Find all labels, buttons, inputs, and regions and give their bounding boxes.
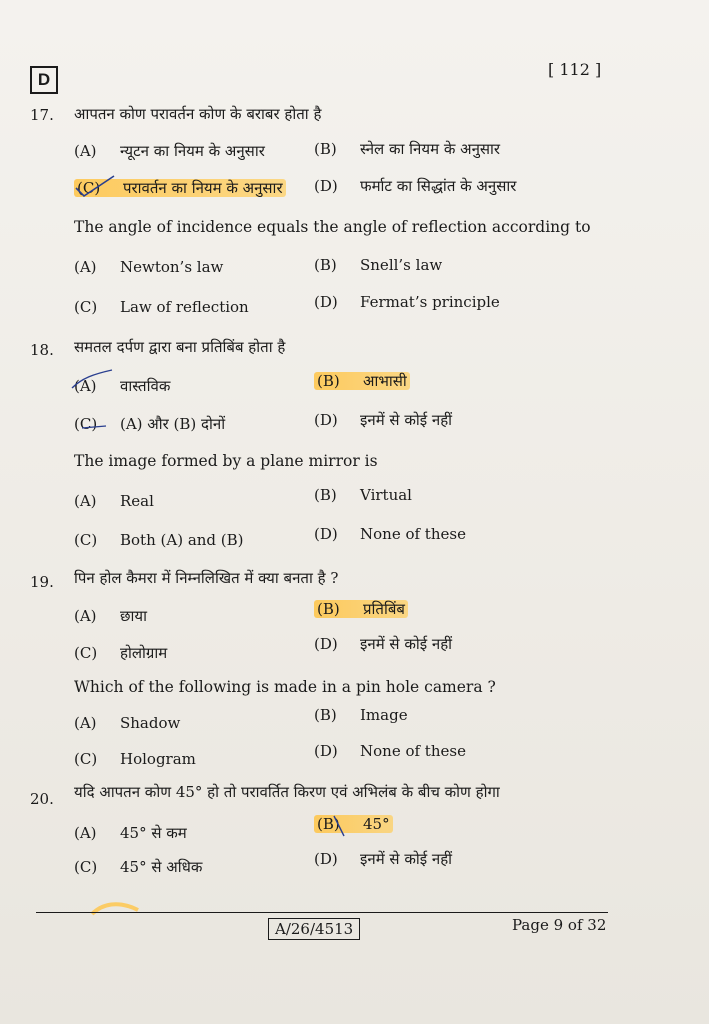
answer-highlight: (B) प्रतिबिंब	[314, 600, 408, 618]
option-hindi-d: (D) इनमें से कोई नहीं	[314, 635, 453, 653]
option-english-d: (D) Fermat’s principle	[314, 293, 500, 311]
option-english-a: (A) Shadow	[74, 714, 181, 732]
question-number: 18.	[30, 341, 54, 359]
option-hindi-c: (C) होलोग्राम	[74, 644, 168, 662]
option-hindi-d: (D) फर्माट का सिद्धांत के अनुसार	[314, 177, 517, 195]
question-hindi: समतल दर्पण द्वारा बना प्रतिबिंब होता है	[74, 338, 286, 356]
option-hindi-b: (B) स्नेल का नियम के अनुसार	[314, 140, 501, 158]
option-english-d: (D) None of these	[314, 525, 466, 543]
pen-tick-icon	[80, 416, 110, 436]
question-hindi: यदि आपतन कोण 45° हो तो परावर्तित किरण एवं अभिलंब के बीच कोण होगा	[74, 783, 500, 801]
option-english-a: (A) Real	[74, 492, 154, 510]
footer-code: A/26/4513	[268, 918, 360, 940]
question-hindi: पिन होल कैमरा में निम्नलिखित में क्या बनता है ?	[74, 569, 339, 587]
question-number: 17.	[30, 106, 54, 124]
page-number: Page 9 of 32	[512, 916, 607, 934]
option-hindi-a: (A) छाया	[74, 607, 147, 625]
answer-highlight: (B) 45°	[314, 815, 393, 833]
question-english: The angle of incidence equals the angle of reflection according to	[74, 218, 591, 236]
option-hindi-c: (C) (A) और (B) दोनों	[74, 415, 226, 433]
option-english-c: (C) Both (A) and (B)	[74, 531, 244, 549]
option-hindi-d: (D) इनमें से कोई नहीं	[314, 411, 453, 429]
option-english-c: (C) Law of reflection	[74, 298, 249, 316]
option-hindi-b	[314, 599, 408, 619]
option-hindi-a: (A) न्यूटन का नियम के अनुसार	[74, 142, 265, 160]
option-english-d: (D) None of these	[314, 742, 466, 760]
pen-tick-icon	[68, 368, 118, 398]
question-number: 20.	[30, 790, 54, 808]
option-english-a: (A) Newton’s law	[74, 258, 224, 276]
pen-tick-icon	[70, 172, 120, 202]
question-english: The image formed by a plane mirror is	[74, 452, 378, 470]
answer-highlight: (C) परावर्तन का नियम के अनुसार	[74, 179, 286, 197]
option-hindi-c: (C) 45° से अधिक	[74, 858, 203, 876]
option-english-b: (B) Virtual	[314, 486, 412, 504]
option-hindi-a: (A) 45° से कम	[74, 824, 187, 842]
option-english-c: (C) Hologram	[74, 750, 196, 768]
set-label: D	[30, 66, 58, 94]
page-code: [ 112 ]	[548, 60, 602, 79]
question-english: Which of the following is made in a pin hole camera ?	[74, 678, 496, 696]
answer-highlight: (B) आभासी	[314, 372, 410, 390]
pen-tick-icon	[330, 812, 354, 842]
question-number: 19.	[30, 573, 54, 591]
option-hindi-b	[314, 371, 410, 391]
option-english-b: (B) Image	[314, 706, 408, 724]
question-hindi: आपतन कोण परावर्तन कोण के बराबर होता है	[74, 105, 322, 123]
option-english-b: (B) Snell’s law	[314, 256, 443, 274]
footer-divider	[36, 912, 608, 913]
option-hindi-d: (D) इनमें से कोई नहीं	[314, 850, 453, 868]
option-hindi-a: (A) वास्तविक	[74, 377, 171, 395]
highlighter-smudge-icon	[88, 896, 144, 920]
